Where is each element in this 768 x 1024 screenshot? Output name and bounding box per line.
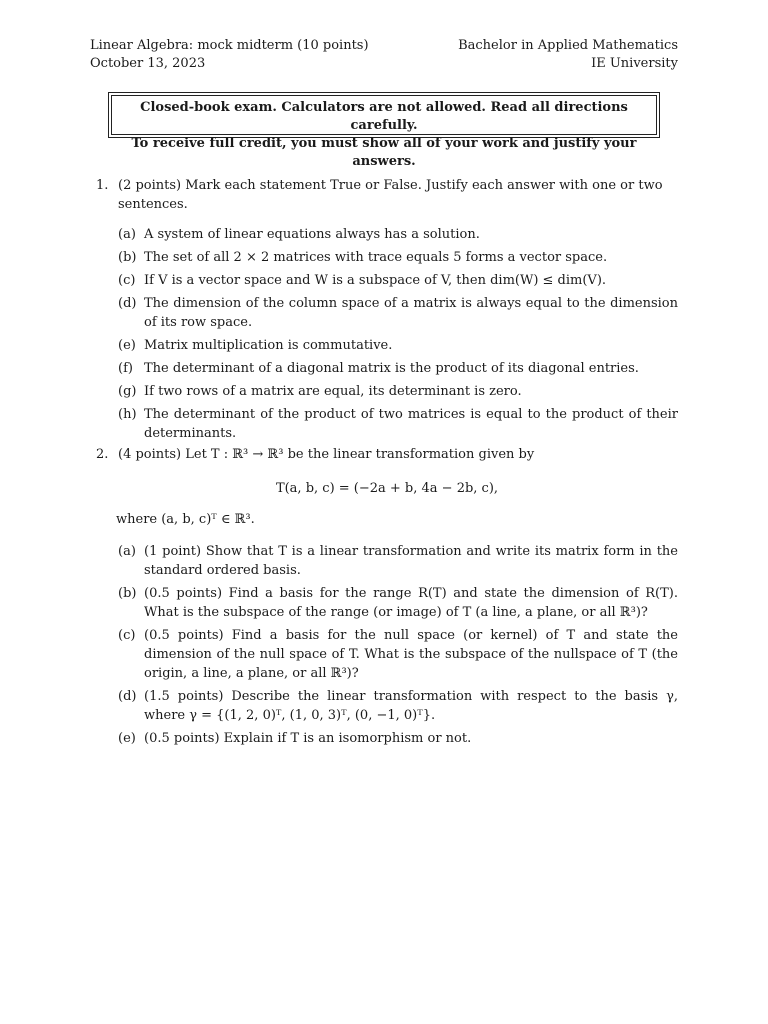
instructions-inner xyxy=(111,95,657,169)
sub-question xyxy=(96,687,678,725)
sub-question-label: (d) xyxy=(118,689,137,704)
sub-question xyxy=(96,542,678,580)
sub-question-label: (g) xyxy=(118,384,137,399)
sub-question-text: (0.5 points) Explain if T is an isomorphism or not. xyxy=(144,731,472,746)
transformation-formula: T(a, b, c) = (−2a + b, 4a − 2b, c), xyxy=(275,481,499,496)
sub-question-text: Matrix multiplication is commutative. xyxy=(144,338,393,353)
question-1-items xyxy=(96,225,678,443)
domain-statement: where (a, b, c)ᵀ ∈ ℝ³. xyxy=(116,512,255,527)
sub-question-label: (d) xyxy=(118,296,137,311)
sub-question xyxy=(96,359,678,378)
sub-question xyxy=(96,626,678,683)
program-name: Bachelor in Applied Mathematics xyxy=(458,38,678,53)
course-title: Linear Algebra: mock midterm (10 points) xyxy=(90,38,369,53)
sub-question-text: The determinant of a diagonal matrix is the product of its diagonal entries. xyxy=(144,361,639,376)
question-number: 2. xyxy=(96,447,109,462)
question-2 xyxy=(96,445,678,752)
instructions-line-1: Closed-book exam. Calculators are not allowed. Read all directions carefully. xyxy=(140,100,628,133)
sub-question xyxy=(96,271,678,290)
sub-question xyxy=(96,336,678,355)
sub-question-label: (c) xyxy=(118,628,136,643)
sub-question-text: The set of all 2 × 2 matrices with trace equals 5 forms a vector space. xyxy=(144,250,608,265)
sub-question-text: A system of linear equations always has a solution. xyxy=(144,227,480,242)
question-2-items xyxy=(96,542,678,748)
sub-question xyxy=(96,294,678,332)
sub-question-text: (1.5 points) Describe the linear transformation with respect to the basis γ, where γ = {(1, 2, 0)ᵀ, (1, 0, 3)ᵀ, (0, −1, 0)ᵀ}. xyxy=(144,689,678,723)
sub-question-label: (b) xyxy=(118,250,137,265)
question-1 xyxy=(96,176,678,447)
sub-question xyxy=(96,225,678,244)
sub-question-text: (1 point) Show that T is a linear transformation and write its matrix form in the standard ordered basis. xyxy=(144,544,678,578)
question-stem: (2 points) Mark each statement True or False. Justify each answer with one or two sentences. xyxy=(118,178,663,212)
exam-date: October 13, 2023 xyxy=(90,56,206,71)
university-name: IE University xyxy=(591,56,678,71)
sub-question-text: (0.5 points) Find a basis for the null space (or kernel) of T and state the dimension of the null space of T. What is the subspace of the nullspace of T (the origin, a line, a plane, or all ℝ³)? xyxy=(144,628,678,681)
sub-question-text: (0.5 points) Find a basis for the range R(T) and state the dimension of R(T). What is the subspace of the range (or image) of T (a line, a plane, or all ℝ³)? xyxy=(144,586,678,620)
sub-question-label: (b) xyxy=(118,586,137,601)
sub-question-label: (h) xyxy=(118,407,137,422)
sub-question-label: (a) xyxy=(118,227,136,242)
header-left xyxy=(90,37,369,73)
sub-question xyxy=(96,382,678,401)
sub-question xyxy=(96,405,678,443)
sub-question-label: (e) xyxy=(118,731,136,746)
sub-question-text: The determinant of the product of two matrices is equal to the product of their determinants. xyxy=(144,407,678,441)
header-right xyxy=(458,37,678,73)
sub-question xyxy=(96,729,678,748)
sub-question-label: (a) xyxy=(118,544,136,559)
sub-question-label: (c) xyxy=(118,273,136,288)
sub-question-label: (e) xyxy=(118,338,136,353)
question-stem: (4 points) Let T : ℝ³ → ℝ³ be the linear transformation given by xyxy=(118,447,535,462)
question-number: 1. xyxy=(96,178,109,193)
instructions-line-2: To receive full credit, you must show all of your work and justify your answers. xyxy=(131,136,637,169)
sub-question-text: If V is a vector space and W is a subspace of V, then dim(W) ≤ dim(V). xyxy=(144,273,607,288)
instructions-box xyxy=(108,92,660,169)
sub-question-text: The dimension of the column space of a matrix is always equal to the dimension of its row space. xyxy=(144,296,678,330)
sub-question-label: (f) xyxy=(118,361,133,376)
sub-question xyxy=(96,248,678,267)
sub-question xyxy=(96,584,678,622)
sub-question-text: If two rows of a matrix are equal, its determinant is zero. xyxy=(144,384,522,399)
